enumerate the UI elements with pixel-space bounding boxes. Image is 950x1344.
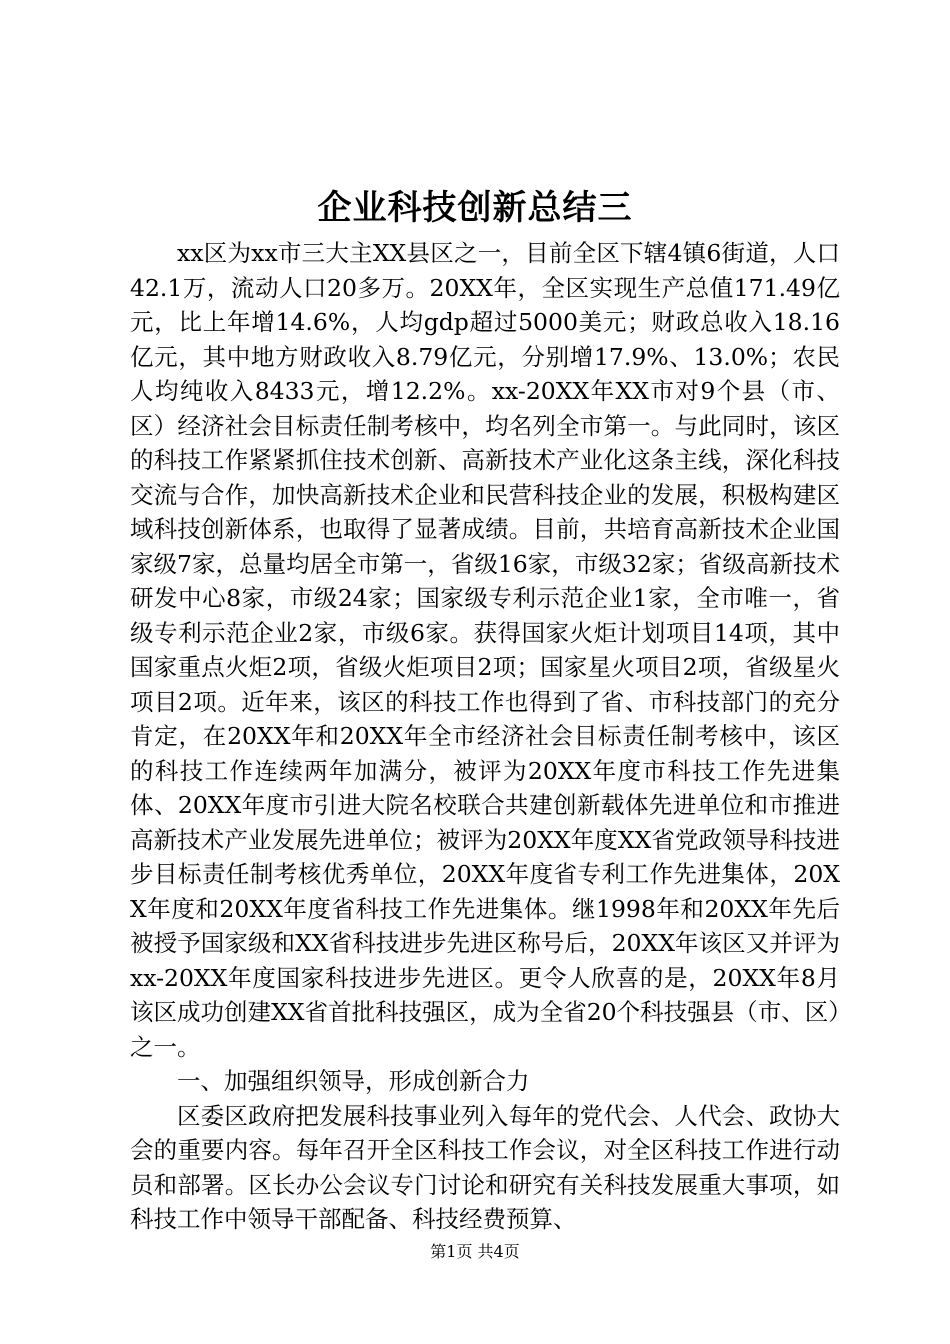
- section-heading: 一、加强组织领导，形成创新合力: [177, 1067, 530, 1095]
- document-body: [130, 236, 840, 1237]
- paragraph-section-one: 区委区政府把发展科技事业列入每年的党代会、人代会、政协大会的重要内容。每年召开全区科技工作会议，对全区科技工作进行动员和部署。区长办公会议专门讨论和研究有关科技发展重大事项，如科技工作中领导干部配备、科技经费预算、: [130, 1101, 840, 1233]
- page-number: 第1页 共4页: [430, 1242, 520, 1261]
- document-title: 企业科技创新总结三: [317, 188, 633, 228]
- paragraph-intro: xx区为xx市三大主XX县区之一，目前全区下辖4镇6街道，人口42.1万，流动人口20多万。20XX年，全区实现生产总值171.49亿元，比上年增14.6%，人均gdp超过5000美元；财政总收入18.16亿元，其中地方财政收入8.79亿元，分别增17.9%、13.0%；农民人均纯收入8433元，增12.2%。xx-20XX年XX市对9个县（市、区）经济社会目标责任制考核中，均名列全市第一。与此同时，该区的科技工作紧紧抓住技术创新、高新技术产业化这条主线，深化科技交流与合作，加快高新技术企业和民营科技企业的发展，积极构建区域科技创新体系，也取得了显著成绩。目前，共培育高新技术企业国家级7家，总量均居全市第一，省级16家，市级32家；省级高新技术研发中心8家，市级24家；国家级专利示范企业1家，全市唯一，省级专利示范企业2家，市级6家。获得国家火炬计划项目14项，其中国家重点火炬2项，省级火炬项目2项；国家星火项目2项，省级星火项目2项。近年来，该区的科技工作也得到了省、市科技部门的充分肯定，在20XX年和20XX年全市经济社会目标责任制考核中，该区的科技工作连续两年加满分，被评为20XX年度市科技工作先进集体、20XX年度市引进大院名校联合共建创新载体先进单位和市推进高新技术产业发展先进单位；被评为20XX年度XX省党政领导科技进步目标责任制考核优秀单位，20XX年度省专利工作先进集体，20XX年度和20XX年度省科技工作先进集体。继1998年和20XX年先后被授予国家级和XX省科技进步先进区称号后，20XX年该区又并评为xx-20XX年度国家科技进步先进区。更令人欣喜的是，20XX年8月该区成功创建XX省首批科技强区，成为全省20个科技强县（市、区）之一。: [130, 239, 840, 1061]
